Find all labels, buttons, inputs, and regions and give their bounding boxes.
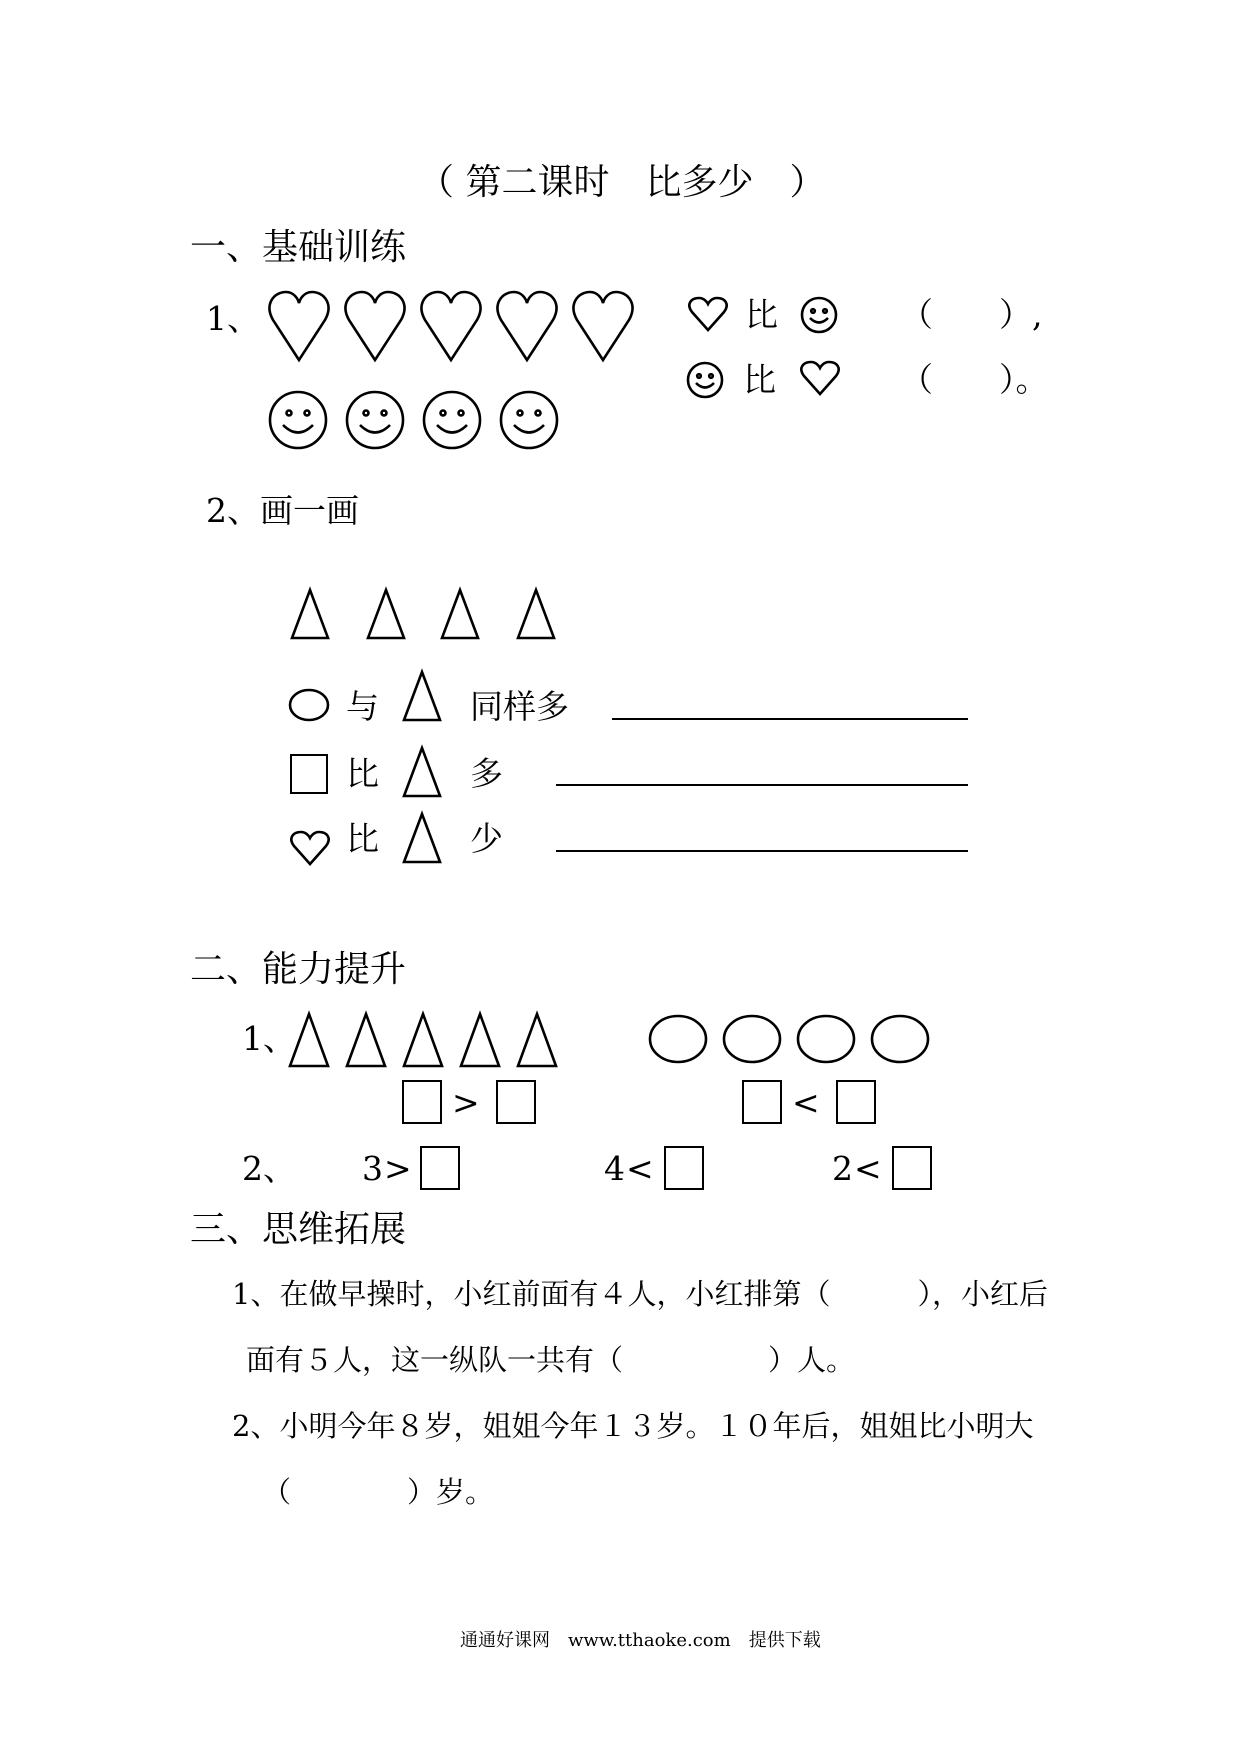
draw-row-word: 比 (346, 754, 379, 793)
inequality-operator: < (626, 1149, 654, 1188)
triangle-icon (402, 746, 442, 798)
question-number: 1、 (206, 299, 260, 338)
square-icon (290, 754, 328, 794)
heart-icon (688, 296, 728, 332)
smiley-icon (268, 390, 328, 450)
footer-text: 通通好课网 www.tthaoke.com 提供下载 (460, 1630, 821, 1651)
triangle-icon (440, 588, 480, 640)
answer-box[interactable] (402, 1080, 442, 1124)
heart-icon (496, 290, 558, 362)
draw-answer-line[interactable] (556, 784, 968, 786)
heart-icon (290, 830, 330, 866)
draw-answer-line[interactable] (556, 850, 968, 852)
draw-row-word: 多 (470, 754, 503, 793)
triangle-icon (288, 1012, 330, 1068)
draw-row-word: 同样多 (470, 687, 569, 726)
heart-icon (344, 290, 406, 362)
draw-row-word: 与 (346, 687, 379, 726)
inequality-operator: > (384, 1149, 412, 1188)
inequality-number: 4 (604, 1149, 625, 1188)
triangle-icon (366, 588, 406, 640)
inequality-number: 2 (832, 1149, 853, 1188)
smiley-icon (422, 390, 482, 450)
circle-icon (288, 688, 330, 722)
smiley-icon (499, 390, 559, 450)
circle-icon (648, 1014, 708, 1064)
draw-answer-line[interactable] (612, 718, 968, 720)
word-problem-2-line-1: 2、小明今年８岁，姐姐今年１３岁。１０年后，姐姐比小明大 (232, 1409, 1034, 1443)
compare-word: 比 (743, 360, 776, 399)
answer-blank[interactable]: （ ）。 (900, 360, 1049, 399)
answer-box[interactable] (420, 1146, 460, 1190)
inequality-operator: < (854, 1149, 882, 1188)
word-problem-2-line-2: （ ）岁。 (262, 1475, 495, 1509)
word-problem-1-line-1: 1、在做早操时，小红前面有４人，小红排第（ ），小红后 (232, 1277, 1048, 1311)
inequality-number: 3 (362, 1149, 383, 1188)
draw-row-word: 比 (346, 819, 379, 858)
page-title: （ 第二课时 比多少 ） (418, 162, 826, 203)
heart-icon (268, 290, 330, 362)
triangle-icon (402, 812, 442, 864)
triangle-icon (290, 588, 330, 640)
triangle-icon (516, 588, 556, 640)
circle-icon (870, 1014, 930, 1064)
answer-box[interactable] (664, 1146, 704, 1190)
answer-box[interactable] (892, 1146, 932, 1190)
triangle-icon (345, 1012, 387, 1068)
smiley-icon (686, 361, 724, 399)
answer-box[interactable] (836, 1080, 876, 1124)
circle-icon (722, 1014, 782, 1064)
compare-operator: < (792, 1083, 820, 1122)
smiley-icon (345, 390, 405, 450)
question-number: 2、 (242, 1149, 296, 1188)
answer-box[interactable] (742, 1080, 782, 1124)
smiley-icon (800, 296, 838, 334)
draw-row-word: 少 (470, 819, 503, 858)
circle-icon (796, 1014, 856, 1064)
question-number: 1、 (242, 1019, 296, 1058)
answer-box[interactable] (496, 1080, 536, 1124)
triangle-icon (459, 1012, 501, 1068)
triangle-icon (402, 1012, 444, 1068)
compare-word: 比 (745, 295, 778, 334)
section-heading-ability: 二、能力提升 (190, 949, 407, 990)
heart-icon (420, 290, 482, 362)
section-heading-thinking: 三、思维拓展 (190, 1209, 407, 1250)
heart-icon (572, 290, 634, 362)
answer-blank[interactable]: （ ）, (900, 295, 1043, 334)
triangle-icon (402, 670, 442, 722)
heart-icon (800, 360, 840, 396)
word-problem-1-line-2: 面有５人，这一纵队一共有（ ）人。 (246, 1343, 856, 1377)
question-number: 2、画一画 (206, 491, 359, 530)
section-heading-basic: 一、基础训练 (190, 227, 407, 268)
triangle-icon (516, 1012, 558, 1068)
compare-operator: > (452, 1083, 480, 1122)
